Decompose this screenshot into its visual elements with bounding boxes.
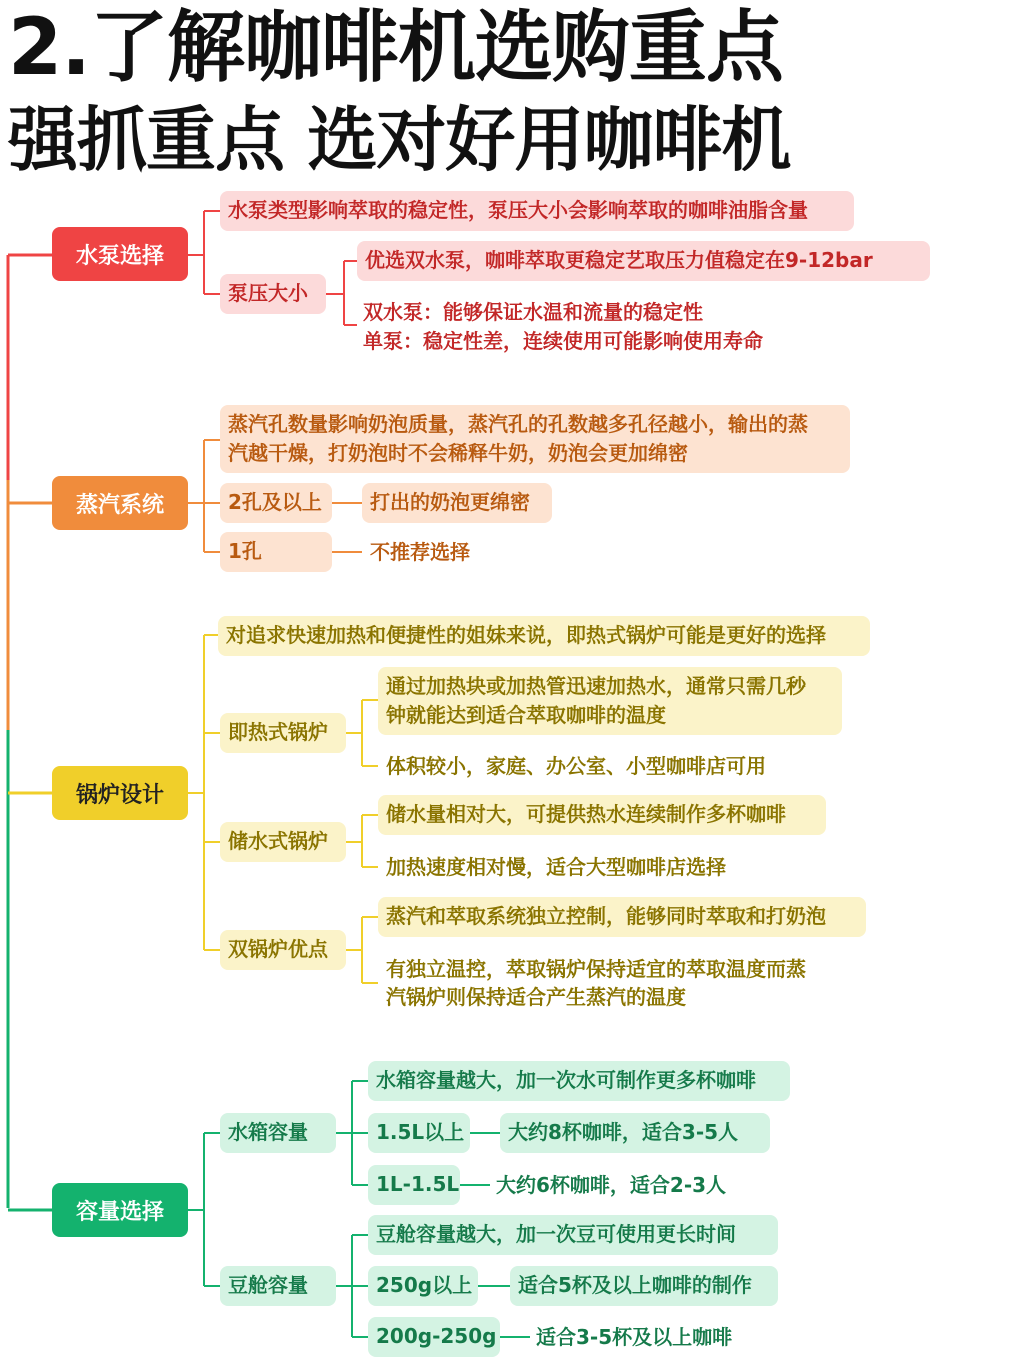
steam-option-1-desc: 打出的奶泡更绵密 <box>362 483 552 523</box>
boiler-note: 对追求快速加热和便捷性的姐妹来说，即热式锅炉可能是更好的选择 <box>218 616 870 656</box>
boiler-instant-desc-1-line1: 通过加热块或加热管迅速加热水，通常只需几秒 <box>386 674 806 698</box>
tank-option-2-desc: 大约6杯咖啡，适合2-3人 <box>496 1173 727 1197</box>
capacity-node: 容量选择 <box>52 1183 188 1237</box>
boiler-storage-node: 储水式锅炉 <box>220 822 346 862</box>
tank-note: 水箱容量越大，加一次水可制作更多杯咖啡 <box>368 1061 790 1101</box>
pump-item-1: 优选双水泵，咖啡萃取更稳定艺取压力值稳定在9-12bar <box>357 241 930 281</box>
boiler-dual-desc-2-line1: 有独立温控，萃取锅炉保持适宜的萃取温度而蒸 <box>386 957 806 981</box>
bean-option-1: 250g以上 <box>368 1266 478 1306</box>
boiler-instant-desc-1-line2: 钟就能达到适合萃取咖啡的温度 <box>386 703 666 727</box>
bean-option-1-desc: 适合5杯及以上咖啡的制作 <box>510 1266 778 1306</box>
bean-note: 豆舱容量越大，加一次豆可使用更长时间 <box>368 1215 778 1255</box>
steam-note-line2: 汽越干燥，打奶泡时不会稀释牛奶，奶泡会更加绵密 <box>228 441 688 465</box>
pump-node: 水泵选择 <box>52 227 188 281</box>
pump-note: 水泵类型影响萃取的稳定性，泵压大小会影响萃取的咖啡油脂含量 <box>220 191 854 231</box>
steam-note <box>220 405 850 473</box>
bean-option-2-desc: 适合3-5杯及以上咖啡 <box>536 1325 733 1349</box>
tank-option-1-desc: 大约8杯咖啡，适合3-5人 <box>500 1113 770 1153</box>
pump-pressure-node: 泵压大小 <box>220 274 326 314</box>
boiler-dual-desc-2-line2: 汽锅炉则保持适合产生蒸汽的温度 <box>386 985 686 1009</box>
steam-option-2-desc: 不推荐选择 <box>370 540 470 564</box>
steam-node: 蒸汽系统 <box>52 476 188 530</box>
page-subtitle: 强抓重点 选对好用咖啡机 <box>8 99 791 181</box>
pump-item-3: 单泵：稳定性差，连续使用可能影响使用寿命 <box>363 329 763 353</box>
tank-option-2: 1L-1.5L <box>368 1165 460 1205</box>
boiler-dual-desc-1: 蒸汽和萃取系统独立控制，能够同时萃取和打奶泡 <box>378 897 866 937</box>
boiler-storage-desc-1: 储水量相对大，可提供热水连续制作多杯咖啡 <box>378 795 826 835</box>
steam-option-2: 1孔 <box>220 532 332 572</box>
boiler-instant-node: 即热式锅炉 <box>220 713 346 753</box>
bean-option-2: 200g-250g <box>368 1317 500 1357</box>
pump-item-2: 双水泵：能够保证水温和流量的稳定性 <box>363 300 703 324</box>
boiler-instant-desc-2: 体积较小，家庭、办公室、小型咖啡店可用 <box>386 754 766 778</box>
page-title: 2.了解咖啡机选购重点 <box>8 3 783 93</box>
steam-option-1: 2孔及以上 <box>220 483 332 523</box>
tank-node: 水箱容量 <box>220 1113 336 1153</box>
boiler-instant-desc-1 <box>378 667 842 735</box>
boiler-dual-node: 双锅炉优点 <box>220 930 346 970</box>
tank-option-1: 1.5L以上 <box>368 1113 470 1153</box>
steam-note-line1: 蒸汽孔数量影响奶泡质量，蒸汽孔的孔数越多孔径越小，输出的蒸 <box>228 412 808 436</box>
boiler-storage-desc-2: 加热速度相对慢，适合大型咖啡店选择 <box>386 855 726 879</box>
boiler-node: 锅炉设计 <box>52 766 188 820</box>
bean-node: 豆舱容量 <box>220 1266 336 1306</box>
